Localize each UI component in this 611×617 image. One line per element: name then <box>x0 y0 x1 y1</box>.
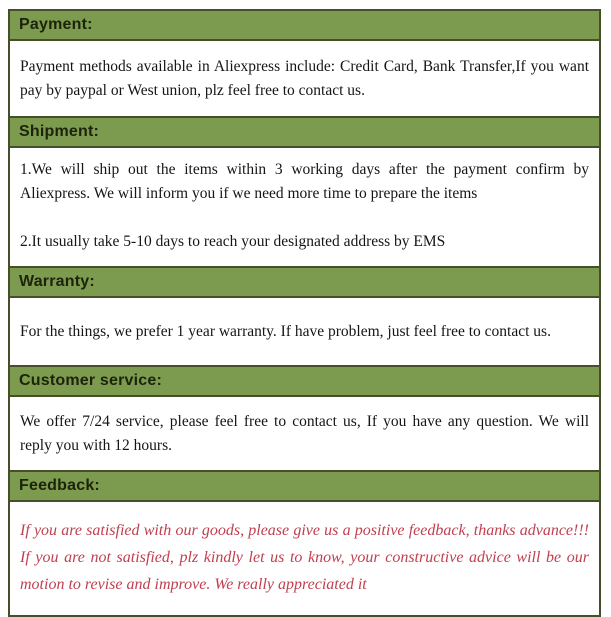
section-header-customer-service <box>10 367 599 397</box>
section-header-feedback <box>10 472 599 502</box>
section-body-customer-service <box>10 397 599 472</box>
section-body-feedback <box>10 502 599 615</box>
section-title-payment: Payment: <box>19 16 93 33</box>
section-title-shipment: Shipment: <box>19 123 100 140</box>
shipment-paragraph-2: 2.It usually take 5-10 days to reach your designated address by EMS <box>20 233 446 250</box>
warranty-paragraph: For the things, we prefer 1 year warranty. If have problem, just feel free to contact us. <box>20 323 551 340</box>
seller-info-panel <box>8 9 601 617</box>
section-title-warranty: Warranty: <box>19 273 95 290</box>
section-body-payment <box>10 41 599 118</box>
customer-service-paragraph: We offer 7/24 service, please feel free to contact us, If you have any question. We will reply you with 12 hours. <box>20 413 589 454</box>
shipment-paragraph-1: 1.We will ship out the items within 3 working days after the payment confirm by Aliexpress. We will inform you if we need more time to prepare the items <box>20 161 589 202</box>
section-header-shipment <box>10 118 599 148</box>
payment-paragraph: Payment methods available in Aliexpress include: Credit Card, Bank Transfer,If you want pay by paypal or West union, plz feel free to contact us. <box>20 58 589 99</box>
section-header-warranty <box>10 268 599 298</box>
feedback-paragraph: If you are satisfied with our goods, please give us a positive feedback, thanks advance!!! If you are not satisfied, plz kindly let us to know, your constructive advice will be our motion to revise and improve. We really appreciated it <box>20 522 589 593</box>
section-header-payment <box>10 11 599 41</box>
section-title-customer-service: Customer service: <box>19 372 163 389</box>
section-body-shipment <box>10 148 599 268</box>
section-title-feedback: Feedback: <box>19 477 100 494</box>
section-body-warranty <box>10 298 599 367</box>
